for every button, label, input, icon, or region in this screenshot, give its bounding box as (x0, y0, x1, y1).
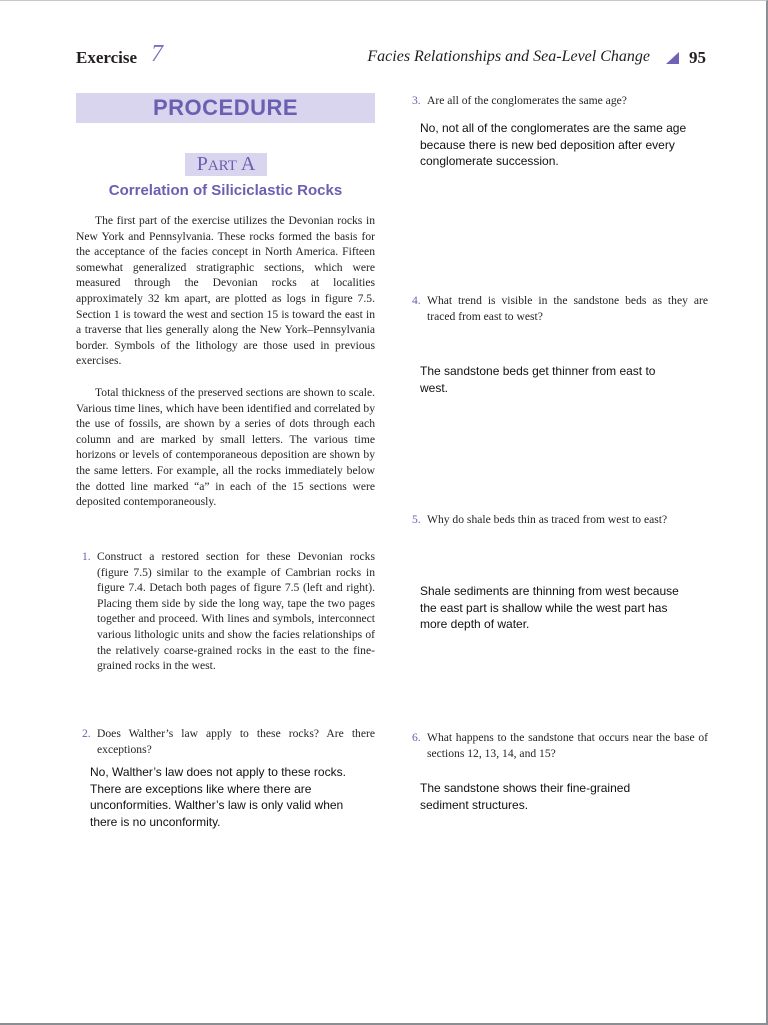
chapter-title: Facies Relationships and Sea-Level Change (367, 48, 650, 65)
question-number: 3. (412, 94, 421, 107)
answer-2[interactable]: No, Walther’s law does not apply to these rocks. There are exceptions like where there are unconformities. Walther’s law is only valid when there is no unconformity. (90, 765, 346, 829)
triangle-marker-icon (666, 52, 679, 64)
question-number: 4. (412, 294, 421, 307)
part-heading-initial: P (196, 153, 208, 175)
answer-5[interactable]: Shale sediments are thinning from west because the east part is shallow while the west part has more depth of water. (420, 584, 679, 631)
question-text: Why do shale beds thin as traced from west to east? (427, 513, 668, 526)
answer-4[interactable]: The sandstone beds get thinner from east to west. (420, 364, 656, 395)
question-number: 5. (412, 513, 421, 526)
question-text: Does Walther’s law apply to these rocks? Are there exceptions? (97, 727, 375, 756)
question-number: 6. (412, 731, 421, 744)
intro-paragraph-2: Total thickness of the preserved sections are shown to scale. Various time lines, which have been identified and correlated by the use of fossils, are shown by a series of dots through each column and are marked by small letters. The various time horizons or levels of contemporaneous deposition are shown by the same letters. For example, all the rocks immediately below the dotted line marked “a” in each of the 15 sections were deposited contemporaneously. (76, 386, 375, 509)
part-heading (185, 153, 267, 176)
question-text: What happens to the sandstone that occurs near the base of sections 12, 13, 14, and 15? (427, 731, 708, 760)
part-heading-letter: A (240, 153, 256, 175)
exercise-label: Exercise (76, 48, 138, 67)
exercise-number: 7 (151, 41, 163, 67)
question-number: 2. (82, 727, 91, 740)
procedure-heading: PROCEDURE (76, 93, 375, 123)
page-number: 95 (689, 48, 706, 67)
section-title: Correlation of Siliciclastic Rocks (108, 182, 343, 199)
question-text: Construct a restored section for these Devonian rocks (figure 7.5) similar to the example of Cambrian rocks in figure 7.4. Detach both pages of figure 7.5 (left and right). Placing them side by side the long way, tape the two pages together and proceed. With lines and symbols, interconnect various lithologic units and show the facies relationships of the relatively coarse-grained rocks in the east to the fine-grained rocks in the west. (97, 550, 375, 673)
intro-paragraph-1: The first part of the exercise utilizes the Devonian rocks in New York and Pennsylvania. These rocks formed the basis for the acceptance of the facies concept in North America. Fifteen somewhat generalized stratigraphic sections, which were measured through the Devonian rocks at localities approximately 32 km apart, are plotted as logs in figure 7.5. Section 1 is toward the west and section 15 is toward the east in a traverse that lies generally along the New York–Pennsylvania border. Symbols of the lithology are those used in previous exercises. (76, 214, 375, 368)
answer-3[interactable]: No, not all of the conglomerates are the same age because there is new bed deposition after every conglomerate succession. (420, 121, 687, 168)
running-head (76, 41, 708, 70)
answer-6[interactable]: The sandstone shows their fine-grained sediment structures. (420, 781, 631, 812)
question-text: What trend is visible in the sandstone beds as they are traced from east to west? (427, 294, 708, 323)
question-text: Are all of the conglomerates the same age? (427, 94, 627, 107)
part-heading-rest: ART (207, 158, 237, 174)
question-number: 1. (82, 550, 91, 563)
